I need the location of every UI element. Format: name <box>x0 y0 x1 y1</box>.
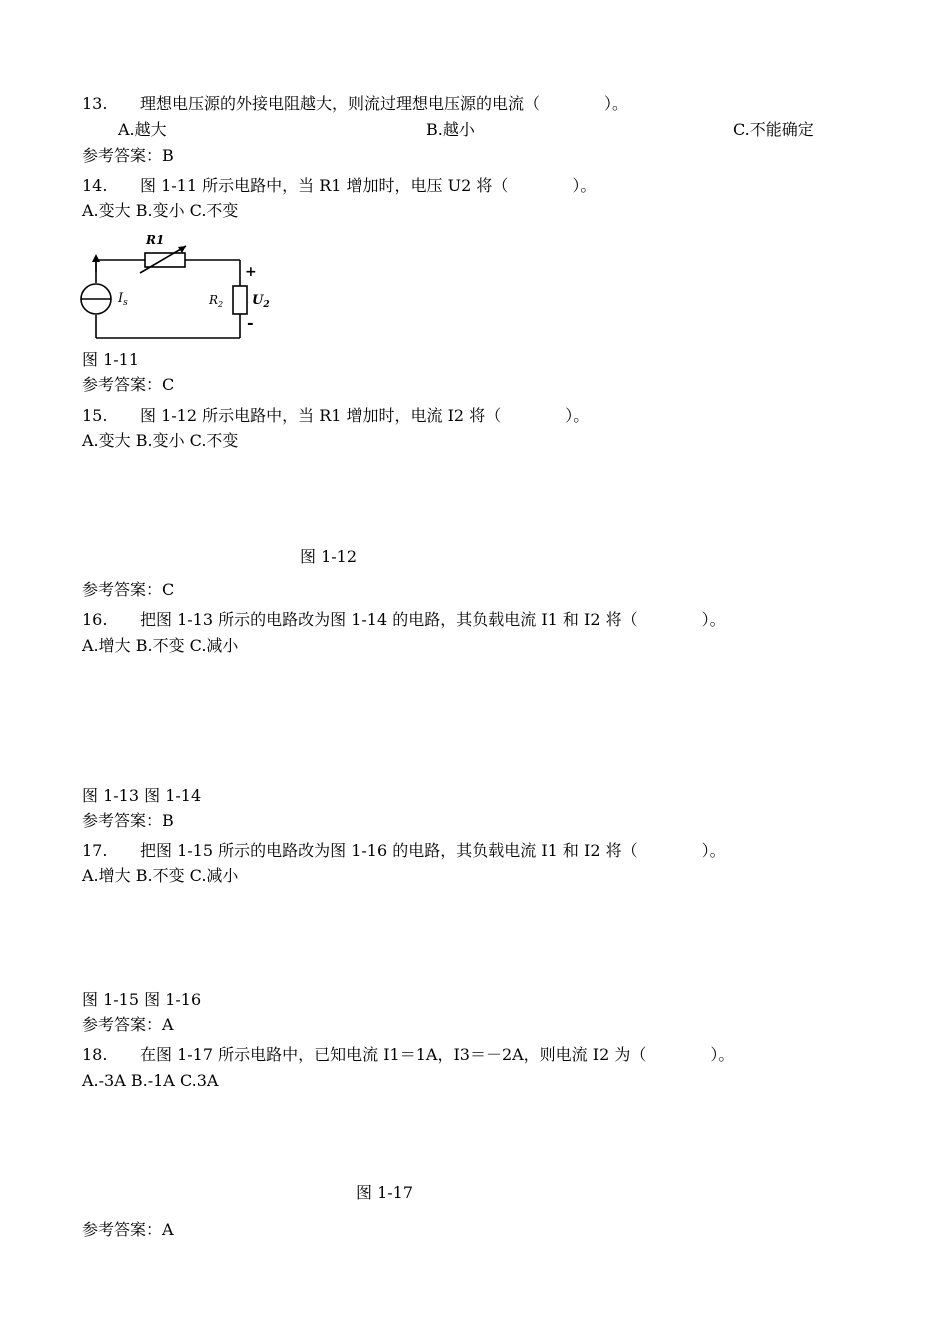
figure-caption: 图 1-11 <box>82 350 140 369</box>
answer-15: 参考答案：C <box>82 580 175 599</box>
option-c: C.不能确定 <box>733 120 814 139</box>
figure-caption: 图 1-15 图 1-16 <box>82 990 202 1009</box>
answer-18: 参考答案：A <box>82 1220 174 1239</box>
circuit-figure-1-11 <box>78 228 278 346</box>
question-number: 15. <box>82 406 108 425</box>
option-a: A.越大 <box>118 120 167 139</box>
question-18 <box>82 1047 734 1063</box>
question-number: 17. <box>82 841 108 860</box>
answer-17: 参考答案：A <box>82 1015 174 1034</box>
question-14 <box>82 178 596 194</box>
resistor-r2 <box>233 286 247 314</box>
options-17: A.增大 B.不变 C.减小 <box>82 866 239 885</box>
plus-sign: + <box>245 264 257 280</box>
figure-caption: 图 1-13 图 1-14 <box>82 786 202 805</box>
answer-14: 参考答案：C <box>82 375 175 394</box>
question-17 <box>82 843 726 859</box>
question-15 <box>82 408 589 424</box>
arrow-up-icon <box>92 254 100 272</box>
question-number: 16. <box>82 610 108 629</box>
variable-resistor-r1 <box>140 246 186 273</box>
options-14: A.变大 B.变小 C.不变 <box>82 201 239 220</box>
question-text: 图 1-12 所示电路中，当 R1 增加时，电流 I2 将（ ）。 <box>140 406 590 425</box>
answer-13: 参考答案：B <box>82 146 174 165</box>
question-number: 18. <box>82 1045 108 1064</box>
question-text: 理想电压源的外接电阻越大，则流过理想电压源的电流（ ）。 <box>140 94 629 113</box>
minus-sign: - <box>247 313 254 332</box>
question-text: 把图 1-13 所示的电路改为图 1-14 的电路，其负载电流 I1 和 I2 将（ ）。 <box>140 610 726 629</box>
options-16: A.增大 B.不变 C.减小 <box>82 636 239 655</box>
options-15: A.变大 B.变小 C.不变 <box>82 431 239 450</box>
question-text: 把图 1-15 所示的电路改为图 1-16 的电路，其负载电流 I1 和 I2 将（ ）。 <box>140 841 726 860</box>
question-13 <box>82 96 628 112</box>
question-text: 在图 1-17 所示电路中，已知电流 I1＝1A，I3＝－2A，则电流 I2 为（ ）。 <box>140 1045 735 1064</box>
question-text: 图 1-11 所示电路中，当 R1 增加时，电压 U2 将（ ）。 <box>140 176 597 195</box>
question-number: 14. <box>82 176 108 195</box>
label-u2: $U_2$ <box>252 293 270 310</box>
figure-caption: 图 1-12 <box>300 547 358 566</box>
current-source <box>81 284 111 314</box>
figure-caption: 图 1-17 <box>356 1183 414 1202</box>
question-16 <box>82 612 726 628</box>
question-number: 13. <box>82 94 108 113</box>
answer-16: 参考答案：B <box>82 811 174 830</box>
option-b: B.越小 <box>426 120 475 139</box>
label-r2: $R_2$ <box>209 293 224 309</box>
label-is: $I_s$ <box>118 291 128 308</box>
options-18: A.-3A B.-1A C.3A <box>82 1071 219 1090</box>
label-r1: R1 <box>146 233 165 247</box>
